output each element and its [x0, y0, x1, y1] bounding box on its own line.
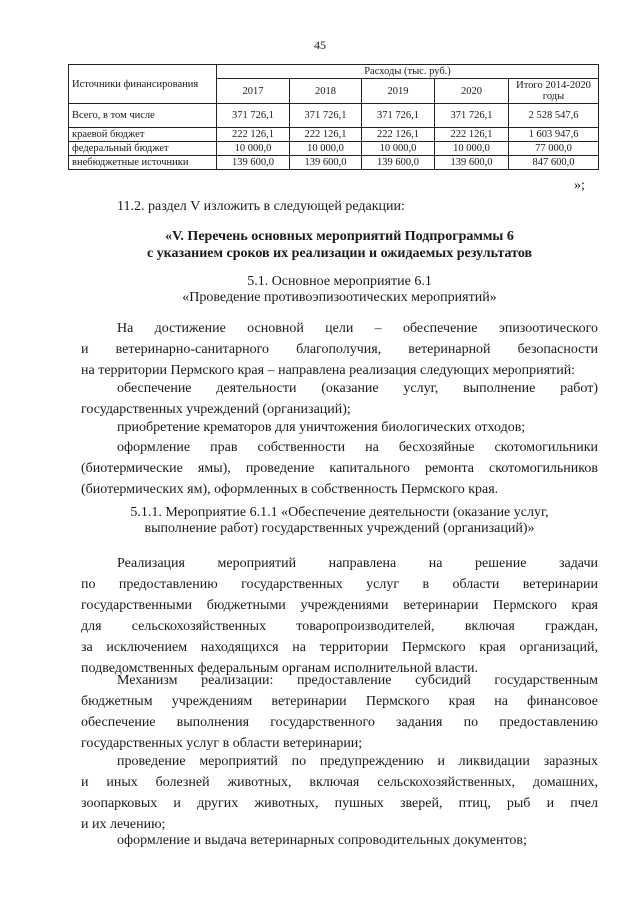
paragraph-line: приобретение крематоров для уничтожения биологических отходов;: [117, 420, 526, 435]
paragraph-line: государственных услуг в области ветеринарии;: [81, 736, 363, 751]
cell-value: 371 726,1: [435, 104, 509, 128]
table-row: [69, 156, 599, 170]
paragraph-line: зоопарковых и других животных, пушных зверей, птиц, рыб и пчел: [81, 796, 598, 811]
row-source: Всего, в том числе: [69, 104, 217, 128]
row-source: краевой бюджет: [69, 128, 217, 142]
paragraph-line: На достижение основной цели – обеспечение эпизоотического: [117, 321, 598, 336]
paragraph-implementation: [81, 553, 598, 679]
cell-value: 77 000,0: [509, 142, 599, 156]
paragraph-line: обеспечение деятельности (оказание услуг, выполнение работ): [117, 381, 598, 396]
cell-value: 2 528 547,6: [509, 104, 599, 128]
paragraph-line: на территории Пермского края – направлена реализация следующих мероприятий:: [81, 363, 576, 378]
cell-value: 139 600,0: [435, 156, 509, 170]
paragraph-line: (биотермические ямы), проведение капитального ремонта скотомогильников: [81, 461, 598, 476]
subsection-5-1-1-line1: 5.1.1. Мероприятие 6.1.1 «Обеспечение деятельности (оказание услуг,: [130, 505, 549, 520]
paragraph-line: государственных учреждений (организаций);: [81, 402, 351, 417]
paragraph-line: и ветеринарно-санитарного благополучия, ветеринарной безопасности: [81, 342, 598, 357]
paragraph-line: для сельскохозяйственных товаропроизводителей, включая граждан,: [81, 619, 598, 634]
total-header: Итого 2014-2020 годы: [509, 79, 599, 104]
cell-value: 222 126,1: [362, 128, 435, 142]
row-source: федеральный бюджет: [69, 142, 217, 156]
year-header: 2020: [435, 79, 509, 104]
subsection-5-1-line2: «Проведение противоэпизоотических мероприятий»: [182, 290, 497, 305]
section-title-line2: с указанием сроков их реализации и ожидаемых результатов: [146, 246, 533, 261]
cell-value: 10 000,0: [217, 142, 290, 156]
table-row: [69, 104, 599, 128]
paragraph-goal: [81, 318, 598, 381]
table-row: [69, 128, 599, 142]
closing-quote: »;: [574, 178, 585, 193]
row-source: внебюджетные источники: [69, 156, 217, 170]
cell-value: 371 726,1: [362, 104, 435, 128]
paragraph-line: и их лечению;: [81, 817, 166, 832]
cell-value: 139 600,0: [217, 156, 290, 170]
item-11-2: 11.2. раздел V изложить в следующей редакции:: [117, 199, 405, 214]
paragraph-line: обеспечение выполнения государственного задания по предоставлению: [81, 715, 598, 730]
expenses-header: Расходы (тыс. руб.): [217, 65, 599, 79]
cell-value: 222 126,1: [290, 128, 362, 142]
paragraph-line: по предоставлению государственных услуг в области ветеринарии: [81, 577, 598, 592]
year-header: 2019: [362, 79, 435, 104]
section-title-line1: «V. Перечень основных мероприятий Подпрограммы 6: [165, 229, 514, 244]
paragraph-line: подведомственных федеральным органам исполнительной власти.: [81, 661, 478, 676]
cell-value: 10 000,0: [435, 142, 509, 156]
paragraph-mechanism: [81, 670, 598, 754]
cell-value: 222 126,1: [217, 128, 290, 142]
cell-value: 371 726,1: [290, 104, 362, 128]
cell-value: 139 600,0: [290, 156, 362, 170]
paragraph-crematoria: [81, 417, 598, 438]
cell-value: 10 000,0: [290, 142, 362, 156]
page-number: 45: [314, 38, 326, 52]
year-header: 2017: [217, 79, 290, 104]
paragraph-activity: [81, 378, 598, 420]
financing-table: [68, 64, 599, 170]
paragraph-line: (биотермических ям), оформленных в собственность Пермского края.: [81, 482, 499, 497]
paragraph-cattle-burial: [81, 437, 598, 500]
paragraph-line: бюджетным учреждениям ветеринарии Пермского края на финансовое: [81, 694, 598, 709]
cell-value: 1 603 947,6: [509, 128, 599, 142]
paragraph-prevention: [81, 751, 598, 835]
paragraph-line: Реализация мероприятий направлена на решение задачи: [117, 556, 598, 571]
source-header: Источники финансирования: [69, 65, 217, 104]
cell-value: 222 126,1: [435, 128, 509, 142]
paragraph-line: за исключением находящихся на территории Пермского края организаций,: [81, 640, 598, 655]
cell-value: 847 600,0: [509, 156, 599, 170]
cell-value: 371 726,1: [217, 104, 290, 128]
subsection-5-1-1-line2: выполнение работ) государственных учреждений (организаций)»: [144, 521, 535, 536]
paragraph-line: Механизм реализации: предоставление субсидий государственным: [117, 673, 598, 688]
paragraph-documents: [81, 830, 598, 851]
paragraph-line: государственными бюджетными учреждениями ветеринарии Пермского края: [81, 598, 598, 613]
year-header: 2018: [290, 79, 362, 104]
table-row: [69, 142, 599, 156]
subsection-5-1-line1: 5.1. Основное мероприятие 6.1: [247, 274, 432, 289]
paragraph-line: проведение мероприятий по предупреждению и ликвидации заразных: [117, 754, 598, 769]
cell-value: 139 600,0: [362, 156, 435, 170]
paragraph-line: и иных болезней животных, включая сельскохозяйственных, домашних,: [81, 775, 598, 790]
cell-value: 10 000,0: [362, 142, 435, 156]
paragraph-line: оформление и выдача ветеринарных сопроводительных документов;: [117, 833, 527, 848]
paragraph-line: оформление прав собственности на бесхозяйные скотомогильники: [117, 440, 598, 455]
